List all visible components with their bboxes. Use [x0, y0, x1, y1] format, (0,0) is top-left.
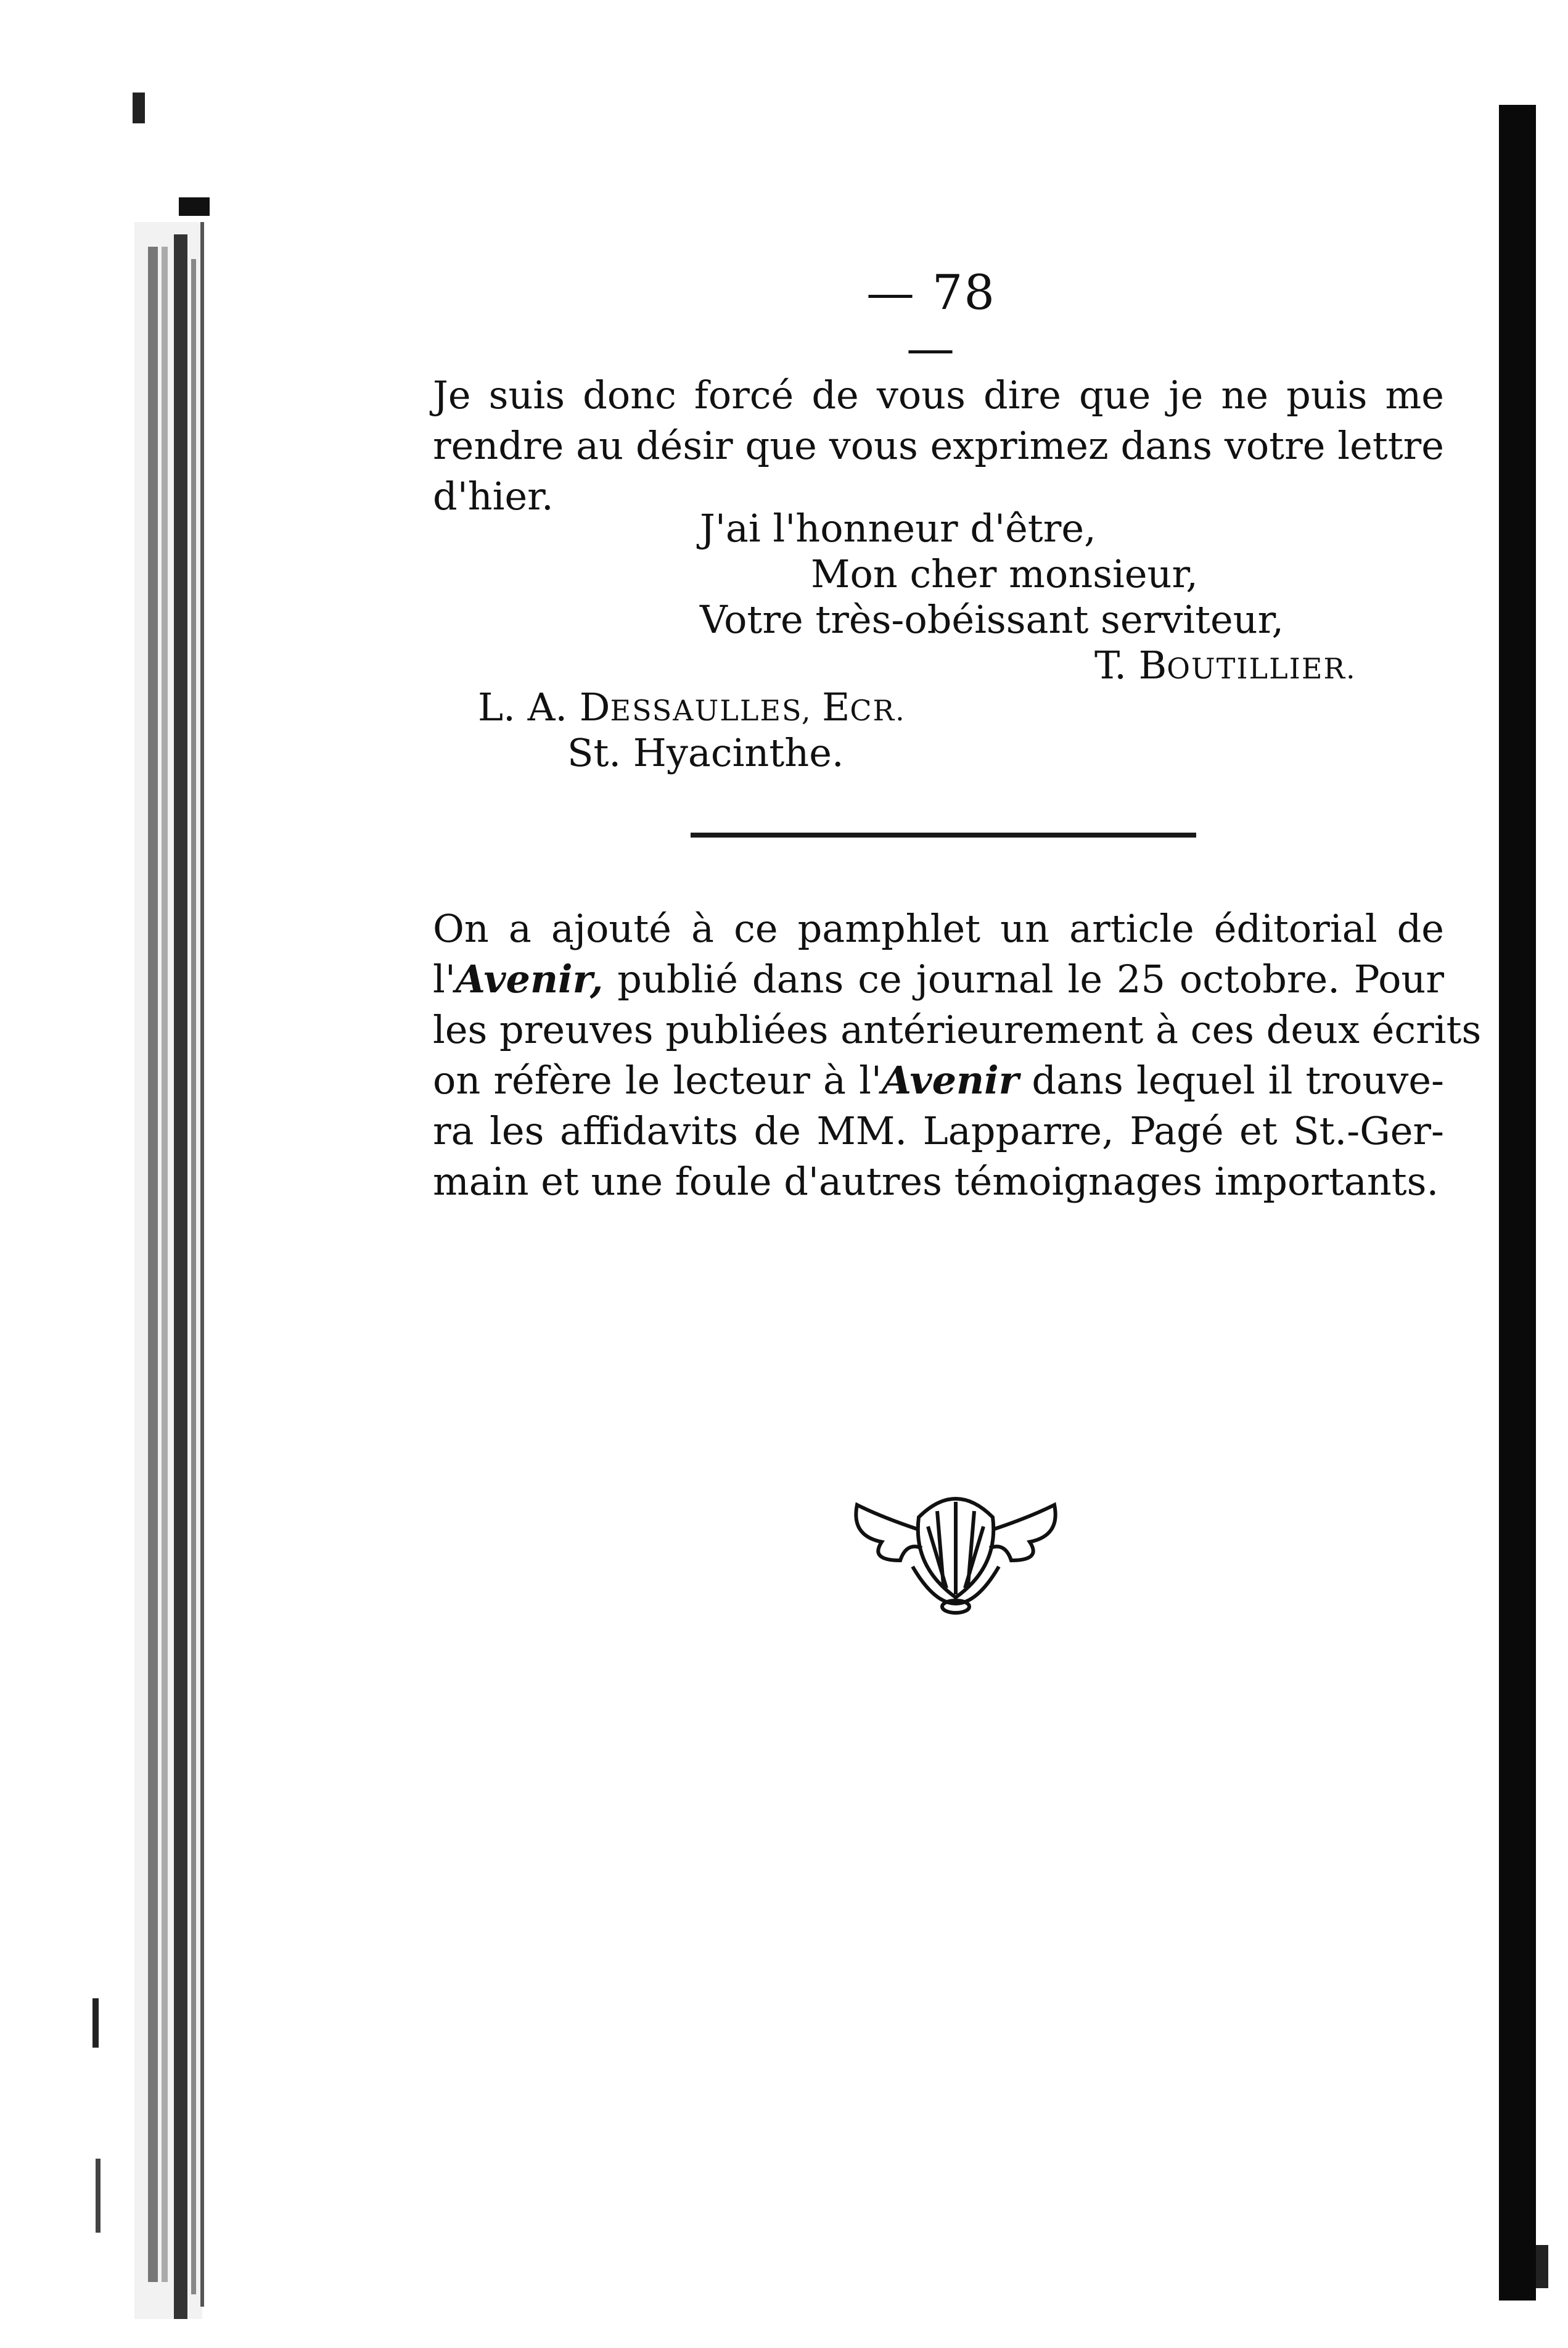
- letter-line-1: Je suis donc forcé de vous dire que je ne puis me: [433, 373, 1444, 418]
- addressee-name: [478, 685, 906, 730]
- signature-rest: OUTILLIER.: [1167, 652, 1357, 685]
- scan-right-edge: [1489, 0, 1568, 2348]
- note-line-1: On a ajouté à ce pamphlet un article éditorial de: [433, 906, 1444, 951]
- closing-line-1: J'ai l'honneur d'être,: [700, 506, 1096, 551]
- separator-rule: [691, 833, 1196, 838]
- addressee-name-initial: L. A. D: [478, 685, 610, 730]
- note-line-6: main et une foule d'autres témoignages importants.: [433, 1159, 1439, 1204]
- note-line-5: ra les affidavits de MM. Lapparre, Pagé et St.-Ger-: [433, 1108, 1444, 1153]
- note-line-2-italic: Avenir,: [455, 957, 604, 1002]
- note-line-2-before: l': [433, 957, 456, 1002]
- note-line-4-italic: Avenir: [881, 1058, 1019, 1103]
- shell-ornament-icon: [845, 1480, 1067, 1628]
- closing-line-2: Mon cher monsieur,: [811, 551, 1198, 596]
- note-line-4: [433, 1055, 1444, 1106]
- letter-line-3: d'hier.: [433, 474, 554, 519]
- note-line-4-after: dans lequel il trouve-: [1019, 1058, 1445, 1103]
- note-line-2-after: publié dans ce journal le 25 octobre. Pour: [603, 957, 1444, 1002]
- addressee-title-rest: CR.: [850, 694, 906, 727]
- addressee-name-rest: ESSAULLES,: [610, 694, 823, 727]
- addressee-place: St. Hyacinthe.: [567, 730, 844, 775]
- letter-line-2: rendre au désir que vous exprimez dans votre lettre: [433, 423, 1444, 468]
- closing-line-3: Votre très-obéissant serviteur,: [700, 597, 1284, 642]
- scan-left-edge: [0, 0, 222, 2348]
- note-line-4-before: on réfère le lecteur à l': [433, 1058, 882, 1103]
- page-number: — 78 —: [866, 265, 996, 376]
- addressee-title-initial: E: [822, 685, 850, 730]
- signature: [1094, 643, 1357, 688]
- note-line-2: [433, 954, 1444, 1005]
- note-line-3: les preuves publiées antérieurement à ces deux écrits: [433, 1007, 1482, 1052]
- signature-initial: T. B: [1094, 643, 1167, 688]
